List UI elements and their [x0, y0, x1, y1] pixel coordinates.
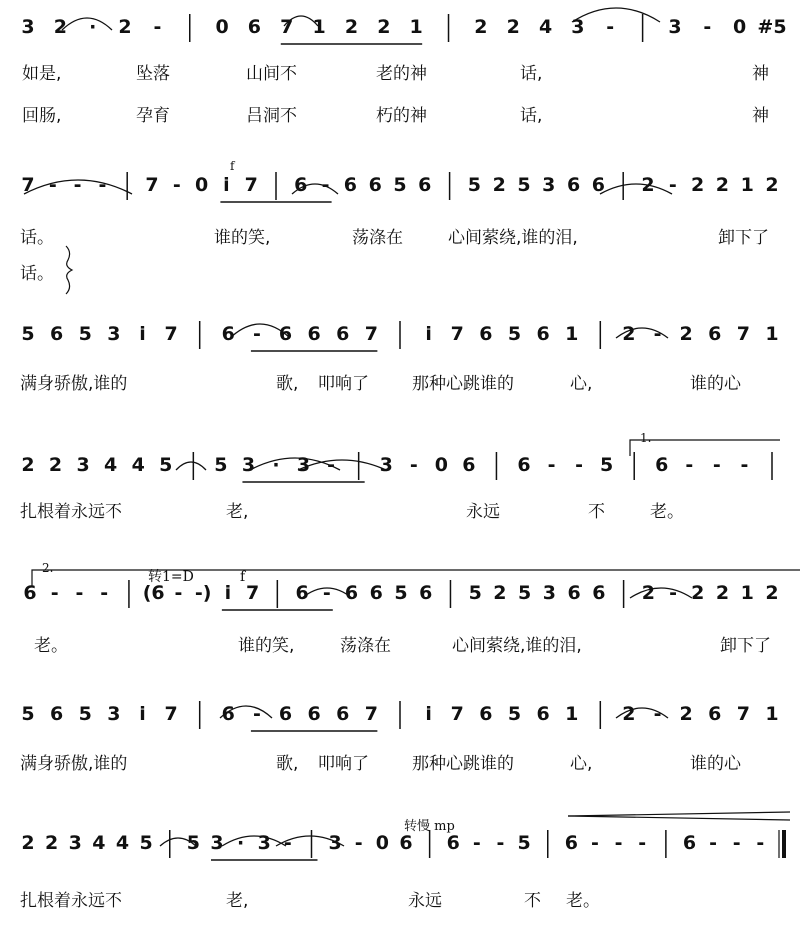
lyric-text: 心, [570, 374, 593, 394]
note-token: i [425, 323, 432, 345]
note-token: 3 [328, 832, 342, 854]
note-token: 6 [708, 323, 722, 345]
lyric-text: 谁的笑, [214, 228, 271, 248]
note-token: 2 [506, 16, 520, 38]
note-token: 6 [369, 582, 383, 604]
note-token: 6 [536, 323, 550, 345]
note-token: 2 [493, 582, 507, 604]
note-token: 6 [479, 323, 493, 345]
note-token: 6 [446, 832, 460, 854]
note-token: 1 [565, 323, 579, 345]
note-token: i [223, 174, 230, 196]
note-token: 3 [542, 174, 556, 196]
lyric-text: 不 [588, 502, 605, 522]
note-token: 7 [21, 174, 35, 196]
note-token: 5 [600, 454, 614, 476]
lyric-text: 如是, [22, 64, 62, 84]
note-token: - [703, 16, 712, 38]
brace [66, 246, 72, 294]
note-token: 2 [641, 174, 655, 196]
note-token: 0 [215, 16, 229, 38]
note-token: 6 [23, 582, 37, 604]
note-token: 3 [21, 16, 35, 38]
note-token: i [139, 323, 146, 345]
note-token: 2 [48, 454, 63, 476]
lyric-text: 老, [226, 891, 249, 911]
volta-2-label: 2. [42, 561, 54, 575]
note-token: 4 [104, 454, 118, 476]
lyric-text: 老。 [34, 636, 68, 656]
note-token: 5 [159, 454, 173, 476]
note-token: - [591, 832, 599, 854]
note-token: - [653, 703, 662, 725]
note-token: - [252, 703, 261, 725]
note-token: 3 [257, 832, 271, 854]
note-token: 2 [679, 323, 693, 345]
note-token: · [89, 16, 97, 38]
note-token: 2 [691, 582, 705, 604]
lyric-text: 卸下了 [720, 636, 771, 656]
note-token: 3 [107, 323, 121, 345]
note-token: i [139, 703, 146, 725]
note-token: - [252, 323, 261, 345]
note-token: 5 [21, 323, 35, 345]
note-token: - [472, 832, 481, 854]
note-token: 6 [399, 832, 413, 854]
note-token: 3 [76, 454, 90, 476]
note-token: - [50, 582, 59, 604]
note-token: 2 [765, 174, 779, 196]
note-token: 6 [462, 454, 476, 476]
note-token: i [425, 703, 432, 725]
note-token: 2 [474, 16, 488, 38]
note-token: 4 [92, 832, 106, 854]
lyric-text: 朽的神 [376, 106, 427, 126]
lyric-text: 谁的心 [690, 754, 741, 774]
note-token: 5 [21, 703, 35, 725]
lyric-text: 心间萦绕,谁的泪, [452, 636, 582, 656]
note-token: 5 [507, 703, 522, 725]
note-token: 6 [564, 832, 578, 854]
note-token: - [496, 832, 505, 854]
note-token: 2 [21, 832, 35, 854]
note-token: 3 [542, 582, 557, 604]
lyric-text: 卸下了 [718, 228, 769, 248]
note-token: - [172, 174, 181, 196]
note-token: 3 [571, 16, 585, 38]
note-token: 4 [131, 454, 145, 476]
note-token: 6 [278, 703, 293, 725]
note-token: 6 [294, 174, 308, 196]
note-token: 4 [538, 16, 553, 38]
lyric-text: 永远 [408, 891, 442, 911]
lyric-text: 歌, [276, 374, 299, 394]
note-token: 2 [622, 703, 636, 725]
note-token: 1 [565, 703, 579, 725]
note-token: - [740, 454, 749, 476]
note-token: - [669, 582, 678, 604]
note-token: 7 [145, 174, 159, 196]
lyric-text: 叩响了 [318, 374, 369, 394]
lyric-text: 满身骄傲,谁的 [20, 374, 128, 394]
note-token: 6 [307, 703, 321, 725]
note-token: - [73, 174, 82, 196]
lyric-text: 老的神 [376, 64, 427, 84]
slur [62, 18, 112, 30]
lyric-text: 叩响了 [318, 754, 369, 774]
note-token: - [547, 454, 556, 476]
note-token: 5 [393, 174, 407, 196]
slur [572, 8, 660, 22]
note-token: 5 [139, 832, 153, 854]
note-token: 2 [765, 582, 779, 604]
note-token: - [327, 454, 336, 476]
note-token: 5 [394, 582, 408, 604]
lyric-text: 坠落 [136, 64, 170, 84]
lyric-text: 回肠, [22, 106, 62, 126]
note-token: - [322, 582, 331, 604]
note-token: 5 [517, 832, 531, 854]
note-token: 7 [736, 323, 750, 345]
note-token: - [575, 454, 584, 476]
note-token: 6 [591, 174, 606, 196]
note-token: - [685, 454, 694, 476]
lyric-text: 歌, [276, 754, 299, 774]
note-token: 2 [45, 832, 59, 854]
note-token: 2 [377, 16, 391, 38]
lyric-text: 那种心跳谁的 [412, 754, 514, 774]
note-token: 2 [21, 454, 35, 476]
note-token: 6 [49, 703, 64, 725]
slur [630, 588, 692, 598]
lyric-text: 神 [752, 106, 769, 126]
note-token: 5 [468, 582, 482, 604]
lyric-text: 孕育 [136, 106, 170, 126]
note-token: - [653, 323, 662, 345]
note-token: 6 [49, 323, 64, 345]
note-token: 6 [336, 323, 350, 345]
lyric-text: 扎根着永远不 [20, 891, 122, 911]
lyric-text: 荡涤在 [340, 636, 391, 656]
note-token: 3 [379, 454, 393, 476]
note-token: 2 [118, 16, 132, 38]
note-token: 6 [536, 703, 550, 725]
note-token: 0 [194, 174, 209, 196]
volta-bracket [630, 440, 780, 456]
note-token: 7 [450, 323, 464, 345]
note-token: i [224, 582, 232, 604]
key-change-mark: 转1=D [148, 569, 194, 585]
decrescendo-hairpin [568, 816, 790, 820]
lyric-text: 谁的心 [690, 374, 741, 394]
note-token: - [756, 832, 765, 854]
note-token: - [354, 832, 363, 854]
note-token: 3 [107, 703, 121, 725]
slur [600, 184, 672, 194]
note-token: 1 [740, 174, 754, 196]
note-token: 6 [419, 582, 433, 604]
note-token: 6 [295, 582, 309, 604]
tempo-dynamic-mark: 转慢 mp [404, 819, 455, 834]
note-token: - [712, 454, 721, 476]
note-token: 3 [296, 454, 311, 476]
note-token: 5 [467, 174, 482, 196]
note-token: 2 [679, 703, 693, 725]
note-token: - [283, 832, 292, 854]
note-token: - [409, 454, 418, 476]
lyric-text: 那种心跳谁的 [412, 374, 514, 394]
note-token: 6 [517, 454, 531, 476]
note-token: 7 [245, 582, 260, 604]
lyric-text: 话。 [20, 228, 54, 248]
note-token: 2 [344, 16, 359, 38]
note-token: (6 [142, 582, 165, 604]
note-token: 6 [343, 174, 358, 196]
note-token: - [668, 174, 677, 196]
lyric-text: 话。 [20, 264, 54, 284]
note-token: 7 [280, 16, 294, 38]
note-token: - [732, 832, 741, 854]
note-token: 6 [221, 703, 235, 725]
note-token: - [100, 582, 109, 604]
note-token: 1 [765, 703, 779, 725]
lyric-text: 谁的笑, [238, 636, 295, 656]
note-token: 6 [278, 323, 293, 345]
lyric-text: 老。 [566, 891, 600, 911]
note-token: - [75, 582, 84, 604]
note-token: 6 [247, 16, 262, 38]
note-token: 6 [368, 174, 382, 196]
note-token: 7 [164, 323, 178, 345]
lyric-text: 扎根着永远不 [20, 502, 122, 522]
note-token: 2 [622, 323, 636, 345]
lyric-text: 心间萦绕,谁的泪, [448, 228, 578, 248]
note-token: 5 [507, 323, 522, 345]
forte-mark: f [240, 569, 246, 585]
note-token: 6 [592, 582, 606, 604]
lyric-text: 吕洞不 [246, 106, 297, 126]
note-token: · [272, 454, 280, 476]
lyric-text: 话, [520, 64, 543, 84]
note-token: 5 [214, 454, 228, 476]
note-token: 6 [708, 703, 722, 725]
note-token: - [638, 832, 647, 854]
note-token: 3 [241, 454, 256, 476]
note-token: 1 [765, 323, 779, 345]
note-token: - [153, 16, 162, 38]
note-token: 0 [733, 16, 747, 38]
lyric-text: 心, [570, 754, 593, 774]
lyric-text: 老, [226, 502, 249, 522]
note-token: - [709, 832, 718, 854]
forte-mark: f [230, 159, 235, 173]
note-token: 3 [68, 832, 82, 854]
lyric-text: 山间不 [246, 64, 297, 84]
note-token: 0 [434, 454, 448, 476]
note-token: - [606, 16, 615, 38]
note-token: 6 [682, 832, 697, 854]
note-token: 6 [344, 582, 359, 604]
note-token: 6 [567, 582, 581, 604]
note-token: 4 [115, 832, 130, 854]
note-token: 5 [517, 174, 531, 196]
decrescendo-hairpin [568, 812, 790, 816]
lyric-text: 满身骄傲,谁的 [20, 754, 128, 774]
note-token: 7 [364, 703, 378, 725]
note-token: 2 [492, 174, 506, 196]
note-token: 1 [409, 16, 423, 38]
note-token: 7 [736, 703, 750, 725]
note-token: 5 [78, 323, 92, 345]
note-token: - [614, 832, 623, 854]
note-token: 7 [164, 703, 178, 725]
note-token: 6 [566, 174, 581, 196]
note-token: 5 [78, 703, 92, 725]
note-token: 6 [336, 703, 350, 725]
note-token: 1 [312, 16, 326, 38]
volta-1-label: 1. [640, 431, 652, 445]
lyric-text: 老。 [650, 502, 684, 522]
note-token: 6 [307, 323, 321, 345]
note-token: -) [194, 582, 212, 604]
note-token: 5 [518, 582, 532, 604]
slur [222, 836, 286, 846]
note-token: 6 [479, 703, 493, 725]
note-token: 1 [740, 582, 754, 604]
lyric-text: 话, [520, 106, 543, 126]
note-token: 0 [375, 832, 389, 854]
note-token: 5 [186, 832, 200, 854]
lyric-text: 不 [524, 891, 541, 911]
note-token: 2 [715, 174, 730, 196]
note-token: - [98, 174, 107, 196]
slur [298, 460, 386, 470]
note-token: 2 [641, 582, 655, 604]
note-token: 6 [221, 323, 235, 345]
note-token: - [321, 174, 330, 196]
note-token: - [174, 582, 183, 604]
lyric-text: 荡涤在 [352, 228, 403, 248]
note-token: 6 [655, 454, 669, 476]
note-token: 2 [53, 16, 67, 38]
lyric-text: 永远 [466, 502, 500, 522]
note-token: 7 [244, 174, 258, 196]
note-token: 7 [364, 323, 378, 345]
note-token: · [237, 832, 245, 854]
note-token: 7 [450, 703, 464, 725]
note-token: 6 [418, 174, 432, 196]
note-token: 3 [210, 832, 224, 854]
note-token: 3 [668, 16, 682, 38]
note-token: 2 [715, 582, 730, 604]
note-token: - [48, 174, 57, 196]
note-token: 2 [690, 174, 705, 196]
note-token: #5 [757, 16, 787, 38]
lyric-text: 神 [752, 64, 769, 84]
slur [176, 462, 206, 470]
